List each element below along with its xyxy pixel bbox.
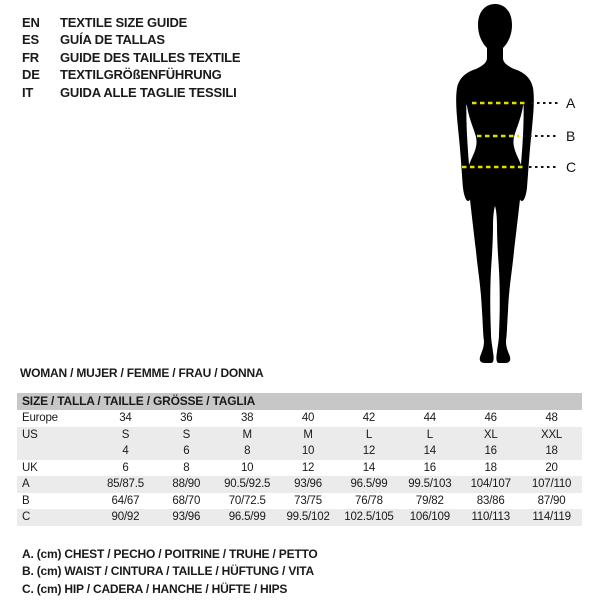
language-title: GUIDE DES TAILLES TEXTILE xyxy=(60,49,241,65)
size-cell: 16 xyxy=(484,445,497,457)
language-title: TEXTILGRÖßENFÜHRUNG xyxy=(60,67,222,83)
marker-label-a: A xyxy=(566,95,576,111)
size-cell: 4 xyxy=(122,445,129,457)
legend-line: B. (cm) WAIST / CINTURA / TAILLE / HÜFTUNG / VITA xyxy=(22,564,314,579)
language-title: TEXTILE SIZE GUIDE xyxy=(60,15,188,30)
size-cell: 87/90 xyxy=(537,494,566,507)
language-title-list xyxy=(22,14,240,101)
size-cell: 73/75 xyxy=(294,494,322,507)
row-label: UK xyxy=(22,461,38,474)
language-code: EN xyxy=(22,15,40,30)
language-title: GUÍA DE TALLAS xyxy=(60,32,165,48)
language-title: GUIDA ALLE TAGLIE TESSILI xyxy=(60,84,237,100)
language-row xyxy=(22,14,240,31)
size-cell: 114/119 xyxy=(532,511,571,523)
size-cell: 85/87.5 xyxy=(106,478,144,490)
table-row xyxy=(17,410,582,427)
table-row xyxy=(17,476,582,493)
table-row xyxy=(17,460,582,477)
size-cell: 107/110 xyxy=(531,478,572,490)
size-cell: L xyxy=(426,428,433,441)
table-row xyxy=(17,443,582,460)
size-cell: M xyxy=(303,428,313,441)
size-table-body xyxy=(17,410,582,526)
size-cell: 38 xyxy=(240,412,254,424)
size-cell: 102.5/105 xyxy=(344,511,394,523)
size-cell: 83/86 xyxy=(476,494,505,507)
size-cell: 14 xyxy=(423,445,437,457)
woman-silhouette-figure xyxy=(435,0,595,370)
size-cell: 16 xyxy=(423,461,437,474)
size-cell: 12 xyxy=(301,461,315,474)
size-table xyxy=(17,393,582,526)
size-cell: 104/107 xyxy=(470,478,511,490)
language-code: DE xyxy=(22,67,40,83)
size-cell: 64/67 xyxy=(111,494,140,507)
size-cell: 99.5/102 xyxy=(286,511,330,523)
size-cell: 40 xyxy=(301,412,315,424)
language-row xyxy=(22,66,240,83)
size-cell: 68/70 xyxy=(172,494,201,507)
language-row xyxy=(22,84,240,101)
language-row xyxy=(22,49,240,66)
size-cell: 44 xyxy=(423,412,437,424)
marker-label-c: C xyxy=(566,159,577,175)
size-cell: 70/72.5 xyxy=(228,494,266,507)
size-cell: 106/109 xyxy=(409,511,450,523)
size-cell: 99.5/103 xyxy=(408,478,452,490)
size-cell: S xyxy=(121,428,130,441)
size-cell: 48 xyxy=(545,412,558,424)
language-row xyxy=(22,31,240,48)
language-code: ES xyxy=(22,32,39,48)
measurement-legend xyxy=(22,546,318,598)
table-row xyxy=(17,427,582,444)
size-cell: 20 xyxy=(545,461,558,474)
size-cell: 12 xyxy=(362,445,376,457)
size-cell: 90.5/92.5 xyxy=(224,478,271,490)
row-label: US xyxy=(22,428,38,441)
woman-silhouette xyxy=(456,4,534,363)
size-cell: 96.5/99 xyxy=(350,478,388,490)
row-label: C xyxy=(22,511,31,523)
size-cell: S xyxy=(182,428,191,441)
size-cell: 18 xyxy=(484,461,497,474)
size-cell: 6 xyxy=(122,461,129,474)
size-cell: 110/113 xyxy=(471,511,510,523)
size-cell: 96.5/99 xyxy=(228,511,266,523)
size-cell: 10 xyxy=(240,461,254,474)
size-cell: L xyxy=(365,428,373,441)
size-cell: 34 xyxy=(119,412,132,424)
table-row xyxy=(17,509,582,526)
size-cell: 93/96 xyxy=(294,478,322,490)
language-code: IT xyxy=(22,84,34,100)
size-cell: 8 xyxy=(183,461,190,474)
size-cell: 46 xyxy=(484,412,497,424)
row-label xyxy=(17,443,95,460)
size-cell: 6 xyxy=(183,445,190,457)
size-cell: 14 xyxy=(362,461,376,474)
row-label: B xyxy=(22,494,30,507)
size-table-header: SIZE / TALLA / TAILLE / GRÖSSE / TAGLIA xyxy=(17,393,582,410)
legend-line: A. (cm) CHEST / PECHO / POITRINE / TRUHE / PETTO xyxy=(22,547,318,561)
size-cell: 18 xyxy=(545,445,558,457)
table-row xyxy=(17,493,582,510)
size-cell: XXL xyxy=(540,428,563,441)
size-cell: 8 xyxy=(244,445,251,457)
size-cell: XL xyxy=(483,428,498,441)
size-cell: 88/90 xyxy=(172,478,201,490)
size-cell: 36 xyxy=(180,412,193,424)
size-cell: 42 xyxy=(362,412,376,424)
size-cell: 90/92 xyxy=(111,511,140,523)
row-label: Europe xyxy=(22,412,58,424)
marker-label-b: B xyxy=(566,128,576,144)
row-label: A xyxy=(22,478,30,490)
size-cell: 93/96 xyxy=(172,511,201,523)
legend-line: C. (cm) HIP / CADERA / HANCHE / HÜFTE / HIPS xyxy=(22,581,288,596)
language-code: FR xyxy=(22,49,39,65)
size-cell: M xyxy=(242,428,252,441)
size-cell: 76/78 xyxy=(355,494,383,507)
section-title-woman: WOMAN / MUJER / FEMME / FRAU / DONNA xyxy=(20,366,264,380)
size-cell: 79/82 xyxy=(415,494,444,507)
size-cell: 10 xyxy=(301,445,315,457)
